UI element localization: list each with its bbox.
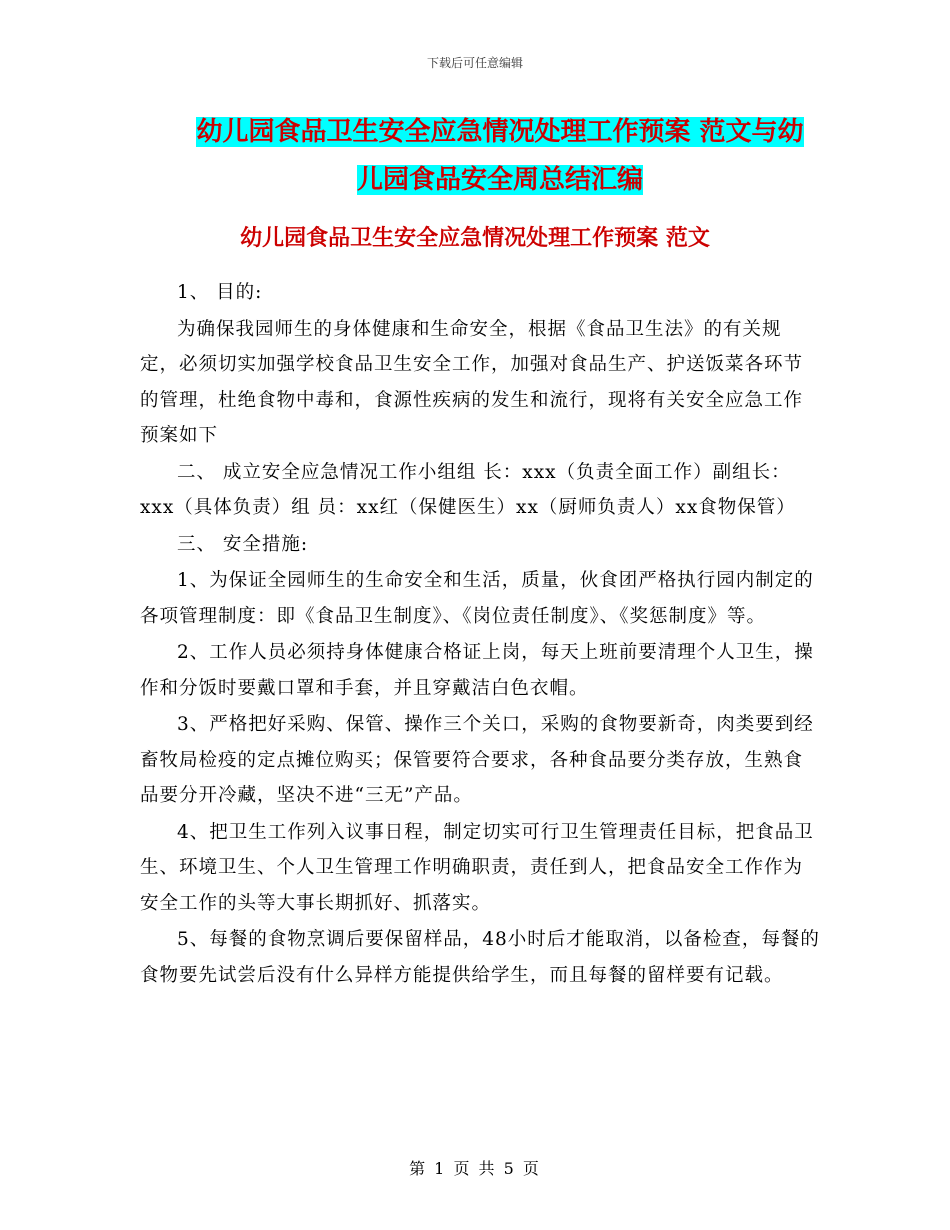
header-note: 下载后可任意编辑	[426, 56, 523, 70]
paragraph: 4、把卫生工作列入议事日程，制定切实可行卫生管理责任目标，把食品卫生、环境卫生、个人卫生管理工作明确职责，责任到人，把食品安全工作作为安全工作的头等大事长期抓好、抓落实。	[140, 821, 814, 914]
paragraph: 5、每餐的食物烹调后要保留样品，48小时后才能取消，以备检查，每餐的食物要先试尝后没有什么异样方能提供给学生，而且每餐的留样要有记载。	[140, 929, 820, 986]
section-title: 幼儿园食品卫生安全应急情况处理工作预案 范文	[240, 226, 710, 251]
paragraph: 2、工作人员必须持身体健康合格证上岗，每天上班前要清理个人卫生，操作和分饭时要戴口罩和手套，并且穿戴洁白色衣帽。	[140, 642, 814, 699]
paragraph: 为确保我园师生的身体健康和生命安全，根据《食品卫生法》的有关规定，必须切实加强学校食品卫生安全工作，加强对食品生产、护送饭菜各环节的管理，杜绝食物中毒和，食源性疾病的发生和流行，现将有关安全应急工作预案如下	[140, 318, 804, 446]
document-body	[140, 275, 820, 994]
page-number: 第 1 页 共 5 页	[409, 1159, 541, 1178]
document-title	[150, 108, 850, 204]
paragraph: 1、为保证全园师生的生命安全和生活，质量，伙食团严格执行园内制定的各项管理制度：即《食品卫生制度》、《岗位责任制度》、《奖惩制度》等。	[140, 570, 814, 627]
document-title-line-1: 幼儿园食品卫生安全应急情况处理工作预案 范文与幼	[196, 117, 804, 147]
paragraph: 三、 安全措施:	[177, 533, 309, 555]
paragraph: 二、 成立安全应急情况工作小组组 长：xxx（负责全面工作）副组长：xxx（具体负责）组 员：xx红（保健医生）xx（厨师负责人）xx食物保管）	[140, 461, 796, 518]
paragraph: 1、 目的:	[177, 282, 263, 303]
document-title-line-2: 儿园食品安全周总结汇编	[356, 165, 643, 195]
paragraph: 3、严格把好采购、保管、操作三个关口，采购的食物要新奇，肉类要到经畜牧局检疫的定点摊位购买；保管要符合要求，各种食品要分类存放，生熟食品要分开冷藏，坚决不进“三无”产品。	[140, 714, 814, 806]
